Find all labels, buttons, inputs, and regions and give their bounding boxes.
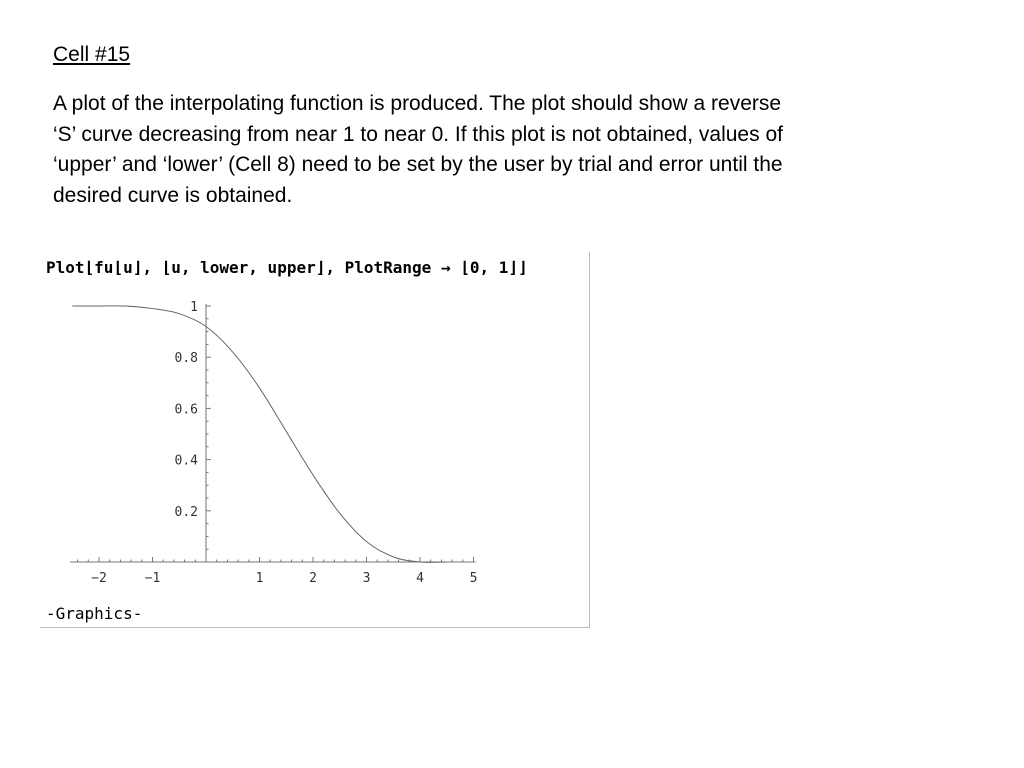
y-tick-label: 0.8 xyxy=(174,351,198,367)
notebook-output: -Graphics- xyxy=(46,604,143,623)
y-tick-label: 0.4 xyxy=(174,453,198,469)
x-tick-label: 1 xyxy=(255,571,264,586)
interpolation-plot xyxy=(40,290,589,595)
x-tick-label: 2 xyxy=(309,571,317,586)
paragraph-line: ‘S’ curve decreasing from near 1 to near 0. If this plot is not obtained, values of xyxy=(53,122,783,146)
y-tick-label: 0.6 xyxy=(174,402,198,418)
slide-paragraph xyxy=(53,89,968,211)
paragraph-line: desired curve is obtained. xyxy=(53,183,293,207)
paragraph-line: ‘upper’ and ‘lower’ (Cell 8) need to be set by the user by trial and error until the xyxy=(53,153,783,176)
y-tick-label: 0.2 xyxy=(174,504,198,520)
x-tick-label: −1 xyxy=(144,571,161,586)
x-tick-label: 4 xyxy=(416,571,424,586)
x-tick-label: −2 xyxy=(91,571,107,586)
slide-heading: Cell #15 xyxy=(53,43,131,66)
paragraph-line: A plot of the interpolating function is produced. The plot should show a reverse xyxy=(53,92,782,115)
x-tick-label: 5 xyxy=(469,571,478,586)
notebook-input: Plot⌊fu⌊u⌋, ⌊u, lower, upper⌋, PlotRange → ⌊0, 1⌋⌋ xyxy=(46,258,528,277)
y-tick-label: 1 xyxy=(190,300,198,315)
x-tick-label: 3 xyxy=(362,571,371,586)
series-line xyxy=(72,306,447,563)
